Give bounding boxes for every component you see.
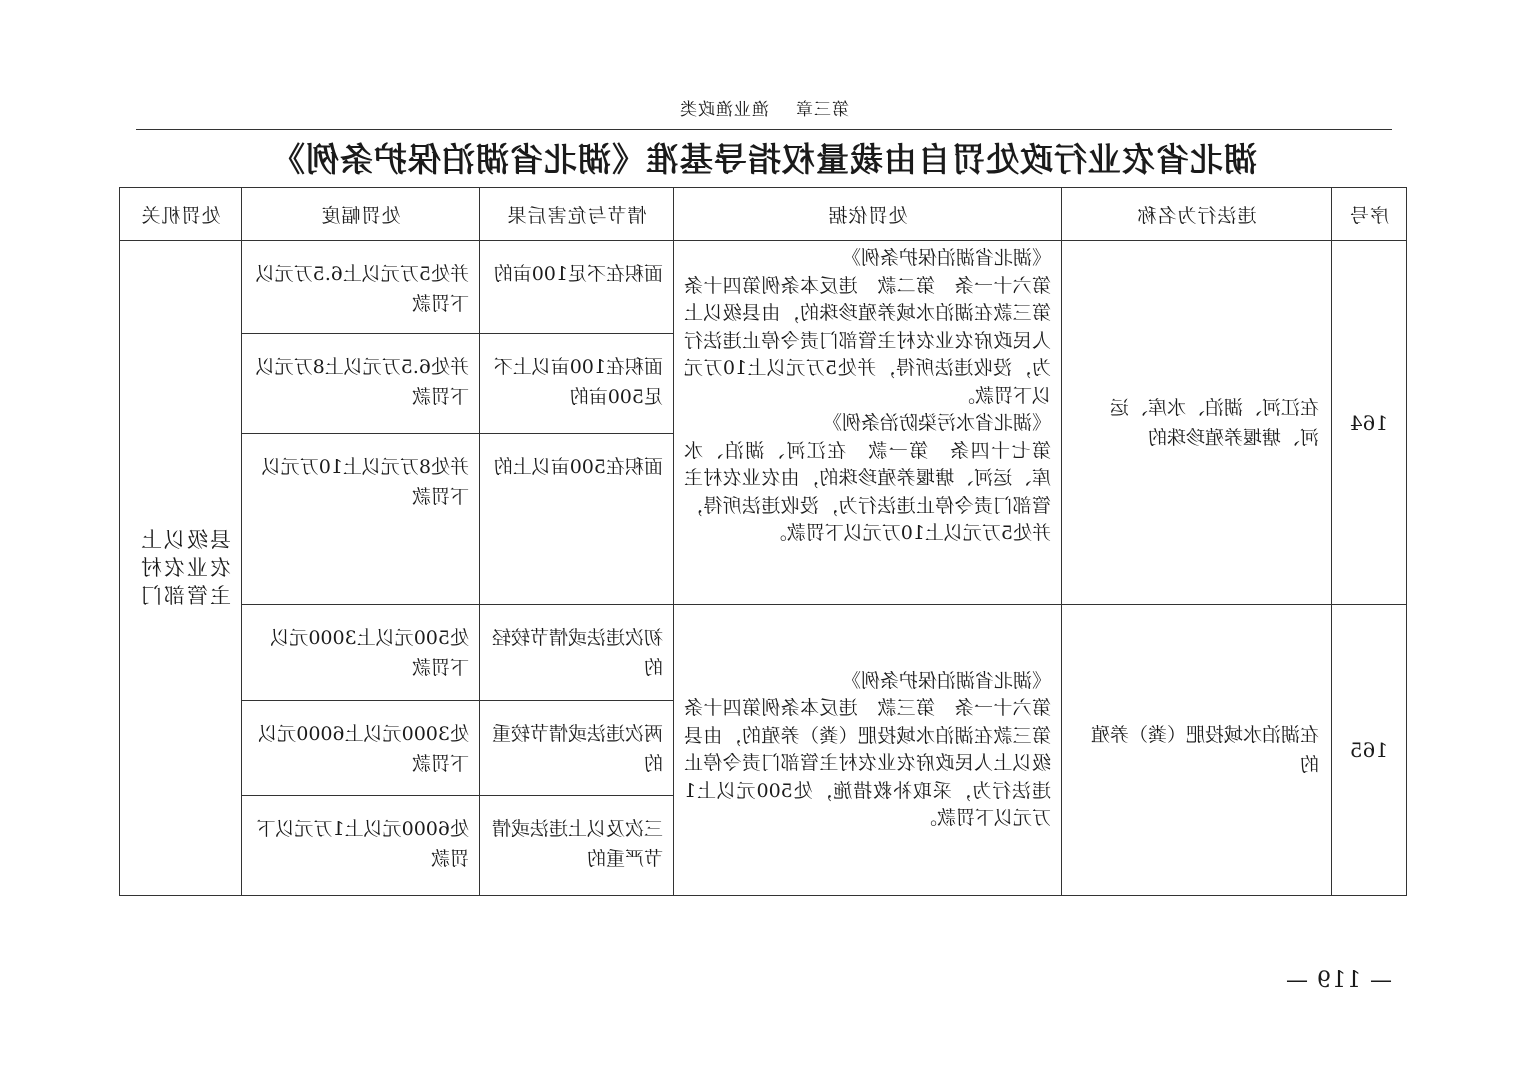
severity-cell: 初次违法或情节较轻的 [480, 605, 674, 701]
basis-law-title: 《湖北省水污染防治条例》 [822, 412, 1051, 434]
row-seq: 164 [1332, 241, 1407, 605]
col-header-severity: 情节与危害后果 [480, 188, 674, 241]
range-cell: 处6000元以上1万元以下罚款 [242, 796, 480, 896]
severity-cell: 面积在不足100亩的 [480, 241, 674, 334]
document-title: 湖北省农业行政处罚自由裁量权指导基准《湖北省湖泊保护条例》 [271, 140, 1257, 179]
basis-law-title: 《湖北省湖泊保护条例》 [841, 247, 1051, 269]
basis-article: 第六十一条 第三款 违反本条例第四十条第三款在湖泊水域投肥（粪）养殖的，由县级以上人民政府农业农村主管部门责令停止违法行为，采取补救措施，处500元以上1万元以下罚款。 [684, 697, 1051, 829]
basis-article: 第七十四条 第一款 在江河、湖泊、水库、运河、塘堰养殖珍珠的，由农业农村主管部门责令停止违法行为，没收违法所得，并处5万元以上10万元以下罚款。 [684, 439, 1051, 544]
severity-cell: 面积在500亩以上的 [480, 434, 674, 605]
penalty-table [119, 187, 1407, 896]
col-header-seq: 序号 [1332, 188, 1407, 241]
range-cell: 并处5万元以上6.5万元以下罚款 [242, 241, 480, 334]
basis-article: 第六十一条 第二款 违反本条例第四十条第三款在湖泊水域养殖珍珠的，由县级以上人民政府农业农村主管部门责令停止违法行为，没收违法所得，并处5万元以上10万元以下罚款。 [684, 274, 1051, 407]
violation-name: 在江河、湖泊、水库、运河、塘堰养殖珍珠的 [1062, 241, 1332, 605]
chapter-label: 第三章 [795, 100, 849, 120]
severity-cell: 两次违法或情节较重的 [480, 701, 674, 796]
basis-law-title: 《湖北省湖泊保护条例》 [841, 669, 1051, 692]
row-seq: 165 [1332, 605, 1407, 896]
col-header-basis: 处罚依据 [674, 188, 1062, 241]
section-label: 渔业渔政类 [679, 100, 769, 120]
table-row [120, 605, 1407, 701]
table-row [120, 241, 1407, 334]
col-header-name: 违法行为名称 [1062, 188, 1332, 241]
page-number: — 119 — [1285, 968, 1392, 993]
range-cell: 处3000元以上6000元以下罚款 [242, 701, 480, 796]
range-cell: 处500元以上3000元以下罚款 [242, 605, 480, 701]
severity-cell: 三次及以上违法或情节严重的 [480, 796, 674, 896]
penalty-authority: 县级以上农业农村主管部门 [120, 241, 242, 896]
col-header-authority: 处罚机关 [120, 188, 242, 241]
penalty-basis [674, 605, 1062, 896]
range-cell: 并处6.5万元以上8万元以下罚款 [242, 334, 480, 434]
table-header-row [120, 188, 1407, 241]
penalty-basis [674, 241, 1062, 605]
col-header-range: 处罚幅度 [242, 188, 480, 241]
running-header [136, 95, 1392, 130]
severity-cell: 面积在100亩以上不足500亩的 [480, 334, 674, 434]
violation-name: 在湖泊水域投肥（粪）养殖的 [1062, 605, 1332, 896]
range-cell: 并处8万元以上10万元以下罚款 [242, 434, 480, 605]
